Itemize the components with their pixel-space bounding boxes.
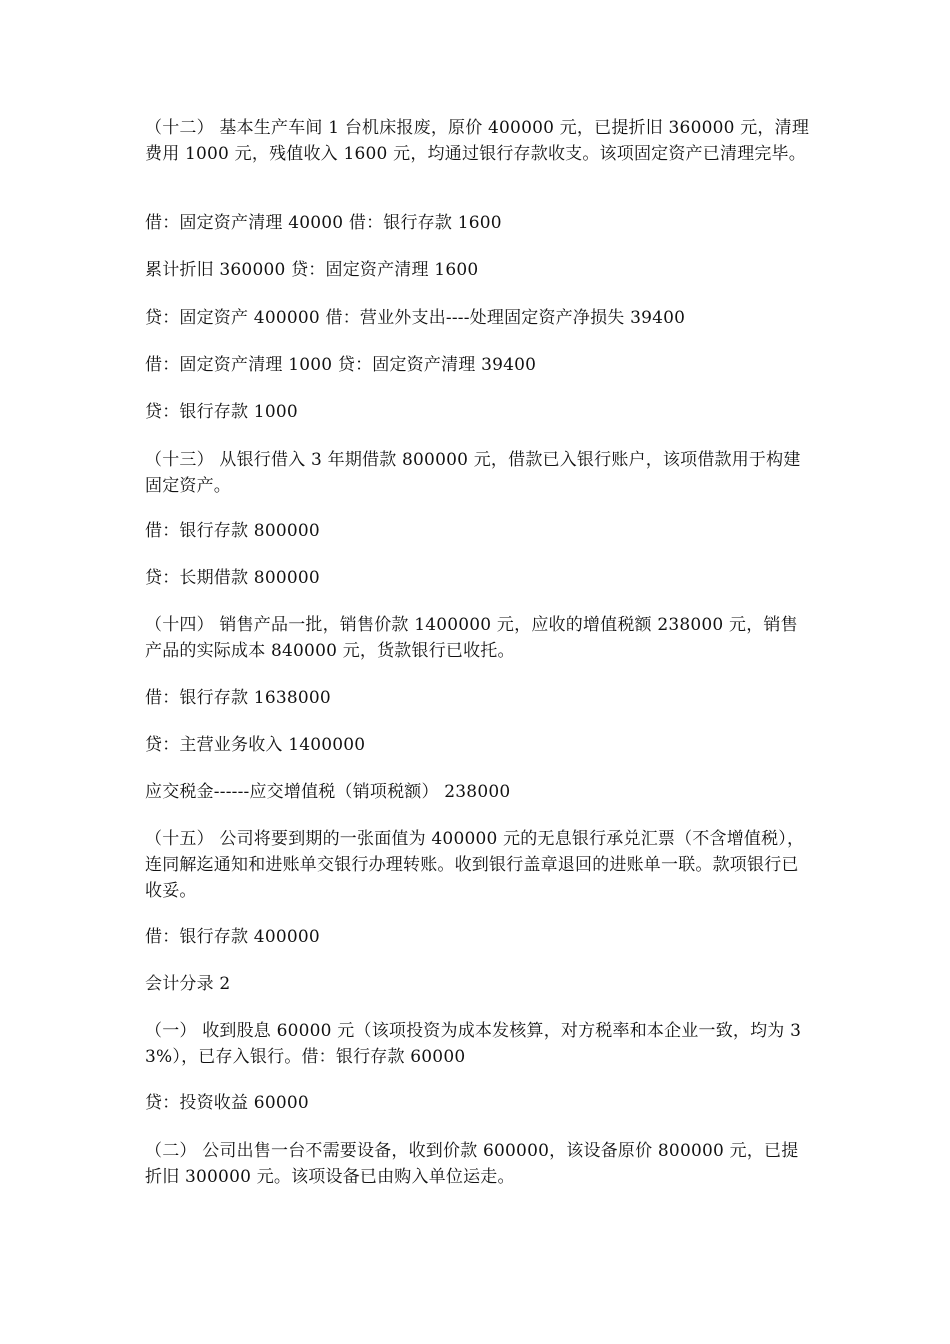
paragraph-item-12: （十二） 基本生产车间 1 台机床报废，原价 400000 元，已提折旧 360000 元，清理费用 1000 元，残值收入 1600 元，均通过银行存款收支。该项固定资产已清理完毕。: [145, 118, 810, 164]
journal-line: 贷：银行存款 1000: [145, 402, 298, 422]
journal-line: 贷：长期借款 800000: [145, 568, 320, 588]
paragraph-item-1: （一） 收到股息 60000 元（该项投资为成本发核算，对方税率和本企业一致，均为 33%），已存入银行。借：银行存款 60000: [145, 1021, 802, 1067]
journal-line: 累计折旧 360000 贷：固定资产清理 1600: [145, 260, 479, 280]
paragraph-item-13: （十三） 从银行借入 3 年期借款 800000 元，借款已入银行账户，该项借款用于构建固定资产。: [145, 450, 801, 496]
journal-line: 借：固定资产清理 40000 借：银行存款 1600: [145, 213, 502, 233]
paragraph-item-2: （二） 公司出售一台不需要设备，收到价款 600000，该设备原价 800000 元，已提折旧 300000 元。该项设备已由购入单位运走。: [145, 1141, 799, 1187]
journal-line: 贷：固定资产 400000 借：营业外支出----处理固定资产净损失 39400: [145, 308, 686, 328]
journal-line: 借：银行存款 1638000: [145, 688, 331, 708]
journal-line: 应交税金------应交增值税（销项税额） 238000: [145, 782, 511, 802]
journal-line: 借：银行存款 800000: [145, 521, 320, 541]
journal-line: 贷：投资收益 60000: [145, 1093, 309, 1113]
journal-line: 借：银行存款 400000: [145, 927, 320, 947]
journal-line: 借：固定资产清理 1000 贷：固定资产清理 39400: [145, 355, 537, 375]
section-heading: 会计分录 2: [145, 974, 231, 994]
paragraph-item-14: （十四） 销售产品一批，销售价款 1400000 元，应收的增值税额 238000 元，销售产品的实际成本 840000 元，货款银行已收托。: [145, 615, 798, 661]
paragraph-item-15: （十五） 公司将要到期的一张面值为 400000 元的无息银行承兑汇票（不含增值税），连同解迄通知和进账单交银行办理转账。收到银行盖章退回的进账单一联。款项银行已收妥。: [145, 829, 805, 901]
journal-line: 贷：主营业务收入 1400000: [145, 735, 366, 755]
